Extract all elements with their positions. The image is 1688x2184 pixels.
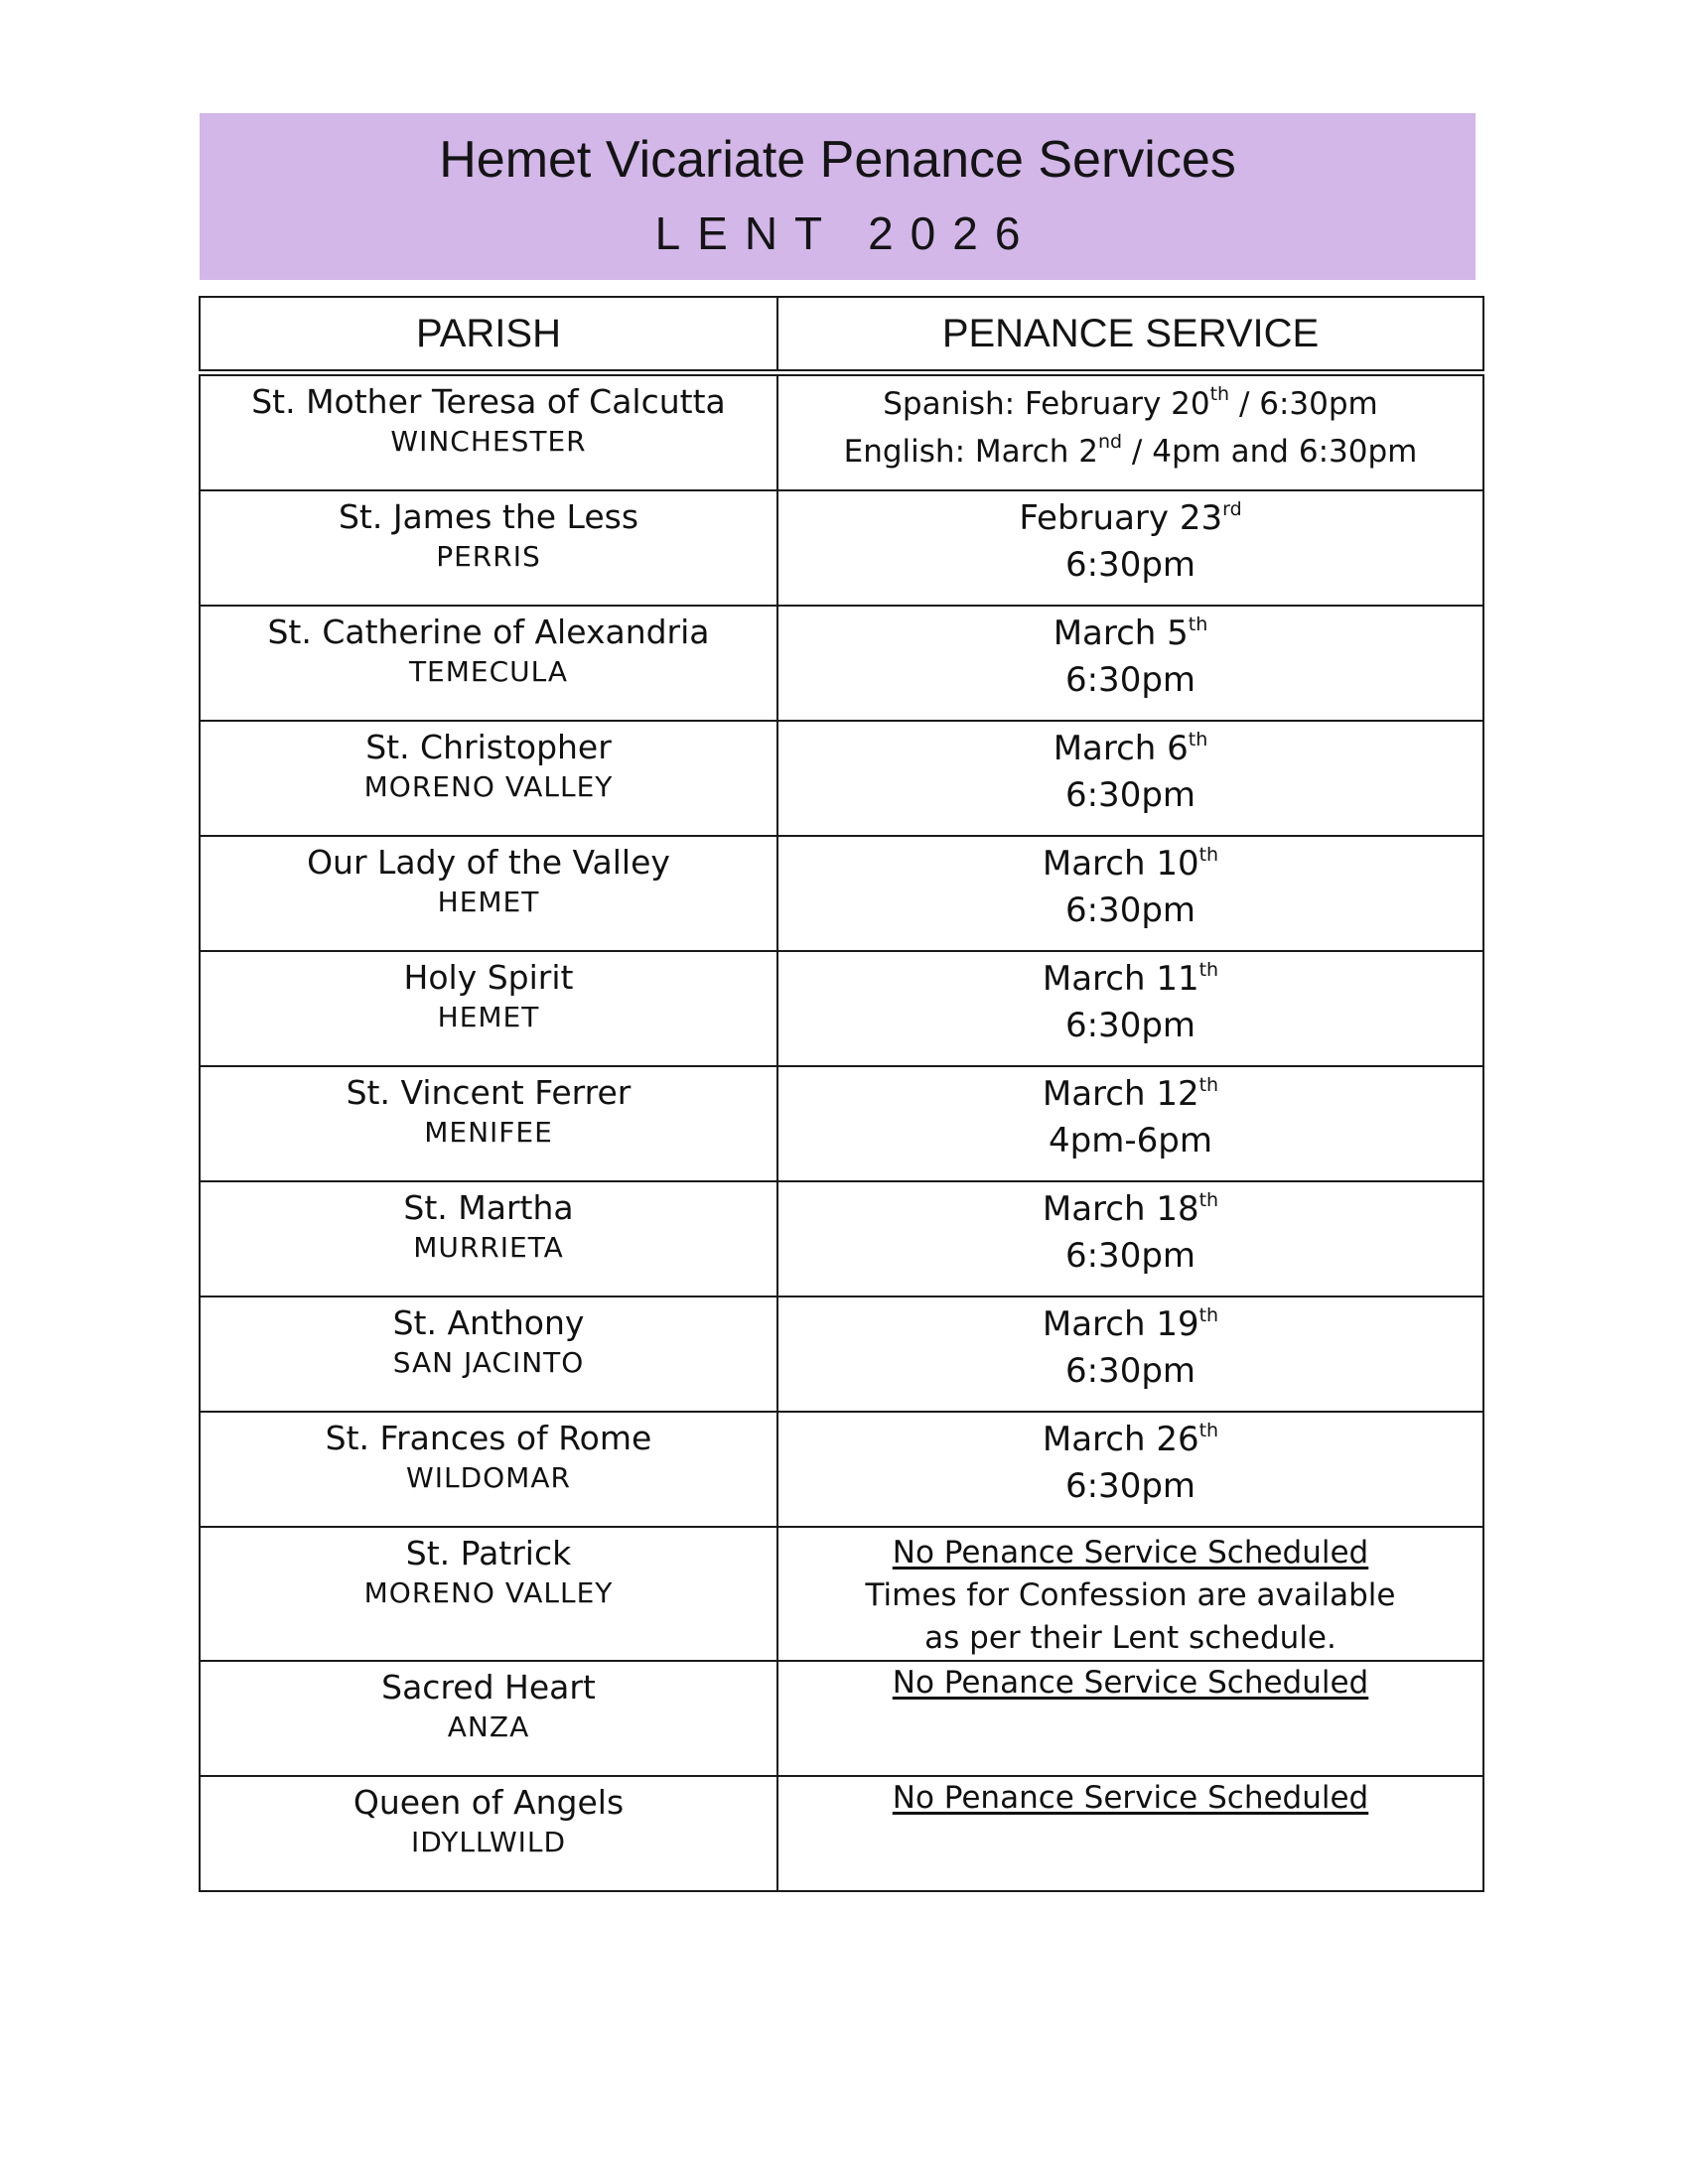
service-date: March 6th bbox=[1053, 729, 1208, 768]
column-header-penance-service: PENANCE SERVICE bbox=[777, 297, 1483, 373]
table-row bbox=[200, 1661, 1483, 1776]
service-cell bbox=[777, 1527, 1483, 1661]
service-date: March 12th bbox=[1042, 1074, 1219, 1114]
parish-cell bbox=[200, 1297, 777, 1412]
service-date: March 10th bbox=[1042, 844, 1219, 884]
service-cell bbox=[777, 1297, 1483, 1412]
service-cell bbox=[777, 1661, 1483, 1776]
parish-name: St. Mother Teresa of Calcutta bbox=[251, 382, 726, 421]
service-cell bbox=[777, 1066, 1483, 1181]
service-date: March 18th bbox=[1042, 1189, 1219, 1229]
service-time: 6:30pm bbox=[1064, 890, 1196, 930]
service-date: March 26th bbox=[1042, 1420, 1219, 1459]
parish-city: HEMET bbox=[437, 886, 540, 918]
service-time: 6:30pm bbox=[1064, 1466, 1196, 1506]
parish-cell bbox=[200, 490, 777, 606]
table-row bbox=[200, 1412, 1483, 1527]
no-service-note: No Penance Service Scheduled bbox=[892, 1535, 1369, 1570]
table-header-row bbox=[200, 297, 1483, 373]
parish-name: Holy Spirit bbox=[403, 958, 574, 997]
confession-info-line: Times for Confession are available bbox=[865, 1577, 1396, 1613]
table-row bbox=[200, 490, 1483, 606]
parish-city: IDYLLWILD bbox=[410, 1826, 567, 1858]
no-service-note: No Penance Service Scheduled bbox=[892, 1665, 1369, 1701]
parish-city: WILDOMAR bbox=[406, 1461, 571, 1494]
service-cell bbox=[777, 373, 1483, 491]
service-cell bbox=[777, 490, 1483, 606]
table-row bbox=[200, 606, 1483, 721]
parish-name: St. Christopher bbox=[365, 728, 612, 766]
parish-cell bbox=[200, 1181, 777, 1297]
parish-name: St. Vincent Ferrer bbox=[346, 1073, 632, 1112]
service-cell bbox=[777, 1412, 1483, 1527]
service-time: 6:30pm bbox=[1064, 775, 1196, 815]
service-cell bbox=[777, 721, 1483, 836]
service-time: 4pm-6pm bbox=[1049, 1121, 1212, 1160]
parish-city: ANZA bbox=[447, 1710, 530, 1743]
parish-cell bbox=[200, 1776, 777, 1891]
parish-cell bbox=[200, 1527, 777, 1661]
service-time: 6:30pm bbox=[1064, 1236, 1196, 1276]
parish-cell bbox=[200, 1661, 777, 1776]
parish-city: PERRIS bbox=[436, 540, 541, 573]
parish-name: Queen of Angels bbox=[352, 1783, 625, 1822]
parish-city: MORENO VALLEY bbox=[363, 1576, 614, 1609]
parish-name: St. James the Less bbox=[338, 497, 639, 536]
service-time: 6:30pm bbox=[1064, 660, 1196, 700]
page-title: Hemet Vicariate Penance Services bbox=[439, 131, 1236, 189]
service-date: March 19th bbox=[1042, 1304, 1219, 1344]
parish-name: St. Patrick bbox=[405, 1534, 572, 1572]
header-banner bbox=[200, 113, 1476, 280]
table-row bbox=[200, 1527, 1483, 1661]
parish-city: TEMECULA bbox=[408, 655, 569, 688]
parish-name: Our Lady of the Valley bbox=[307, 843, 670, 882]
service-time: 6:30pm bbox=[1064, 1351, 1196, 1391]
service-time: 6:30pm bbox=[1064, 1006, 1196, 1045]
service-cell bbox=[777, 606, 1483, 721]
parish-city: WINCHESTER bbox=[390, 425, 587, 458]
table-row bbox=[200, 836, 1483, 951]
parish-cell bbox=[200, 1412, 777, 1527]
parish-cell bbox=[200, 373, 777, 491]
parish-cell bbox=[200, 1066, 777, 1181]
table-row bbox=[200, 1066, 1483, 1181]
table-row bbox=[200, 721, 1483, 836]
parish-city: HEMET bbox=[437, 1001, 540, 1033]
table-row bbox=[200, 1776, 1483, 1891]
parish-name: St. Frances of Rome bbox=[325, 1419, 652, 1457]
parish-city: MURRIETA bbox=[413, 1231, 564, 1264]
table-row bbox=[200, 951, 1483, 1066]
parish-cell bbox=[200, 721, 777, 836]
parish-cell bbox=[200, 836, 777, 951]
table-row bbox=[200, 373, 1483, 491]
service-date: February 23rd bbox=[1019, 498, 1242, 538]
service-cell bbox=[777, 1776, 1483, 1891]
service-time: 6:30pm bbox=[1064, 545, 1196, 585]
parish-name: St. Catherine of Alexandria bbox=[267, 613, 710, 651]
service-cell bbox=[777, 836, 1483, 951]
parish-city: MENIFEE bbox=[424, 1116, 553, 1149]
service-cell bbox=[777, 951, 1483, 1066]
parish-cell bbox=[200, 951, 777, 1066]
page-subtitle: LENT 2026 bbox=[654, 207, 1038, 259]
penance-schedule-table bbox=[199, 296, 1484, 1892]
parish-name: Sacred Heart bbox=[381, 1668, 596, 1706]
service-date: March 5th bbox=[1053, 614, 1208, 653]
service-date: March 11th bbox=[1042, 959, 1219, 999]
table-row bbox=[200, 1181, 1483, 1297]
parish-name: St. Anthony bbox=[392, 1303, 585, 1342]
parish-city: MORENO VALLEY bbox=[363, 770, 614, 803]
parish-city: SAN JACINTO bbox=[392, 1346, 585, 1379]
service-line-spanish: Spanish: February 20th / 6:30pm bbox=[883, 383, 1378, 422]
parish-name: St. Martha bbox=[403, 1188, 574, 1227]
service-cell bbox=[777, 1181, 1483, 1297]
service-line-english: English: March 2nd / 4pm and 6:30pm bbox=[843, 431, 1418, 470]
column-header-parish: PARISH bbox=[200, 297, 777, 373]
table-row bbox=[200, 1297, 1483, 1412]
parish-cell bbox=[200, 606, 777, 721]
no-service-note: No Penance Service Scheduled bbox=[892, 1780, 1369, 1816]
confession-info-line: as per their Lent schedule. bbox=[924, 1620, 1336, 1656]
